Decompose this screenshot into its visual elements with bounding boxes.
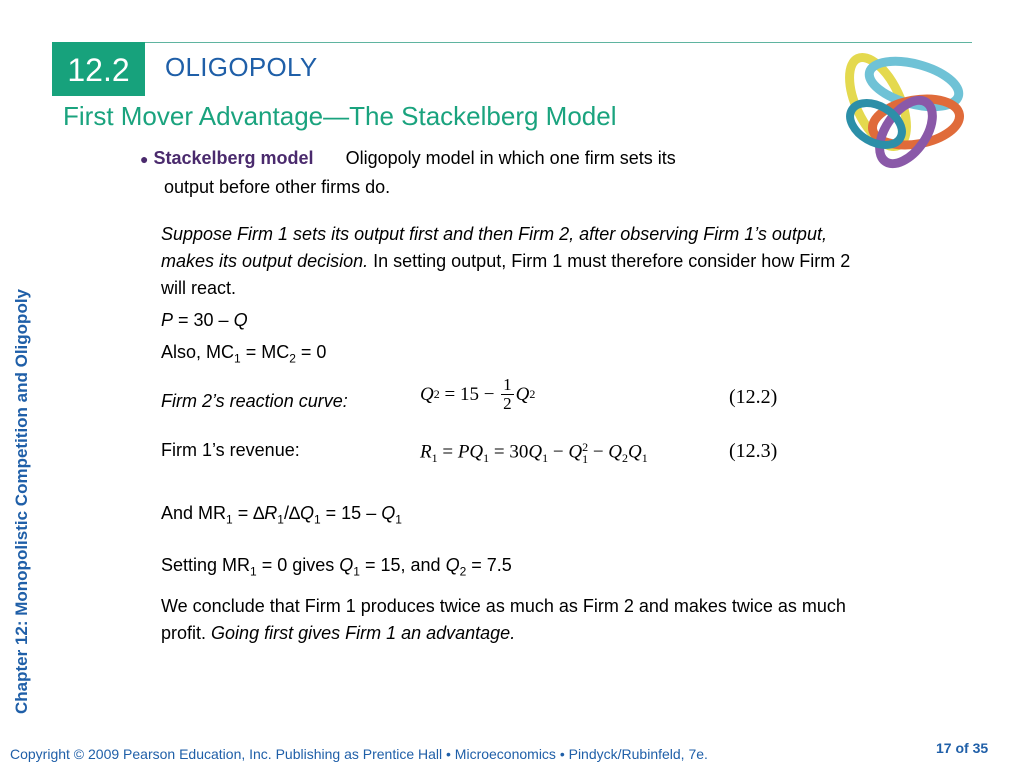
set-end: = 7.5 [466, 555, 512, 575]
mc-mid: = MC [240, 342, 290, 362]
reaction-curve-label: Firm 2’s reaction curve: [161, 391, 348, 411]
mr-prefix: And MR [161, 503, 227, 523]
mr-r-sub: 1 [277, 512, 284, 527]
eq-mid: = 15 − [439, 383, 500, 405]
set-prefix: Setting MR [161, 555, 251, 575]
rev-r: R [420, 441, 432, 463]
copyright-footer: Copyright © 2009 Pearson Education, Inc. Publishing as Prentice Hall • Microeconomics • Pindyck/Rubinfeld, 7e. [10, 746, 708, 762]
solution-line [161, 552, 512, 586]
mr-q2: Q [381, 503, 396, 523]
reaction-curve-equation [420, 376, 535, 413]
set-q1-sub: 1 [353, 564, 360, 579]
rev-q3: Q [628, 441, 642, 463]
rev-eq2: = 30 [489, 441, 529, 463]
rev-q1: Q [528, 441, 543, 463]
rev-q1b-sub: 1 [582, 452, 589, 466]
demand-equation [161, 307, 248, 334]
mc-sub2: 2 [289, 351, 296, 366]
equation-number-12-3: (12.3) [729, 440, 778, 462]
chapter-side-label: Chapter 12: Monopolistic Competition and Oligopoly [12, 289, 31, 714]
slide-title: First Mover Advantage—The Stackelberg Model [63, 101, 617, 131]
set-q1: Q [339, 555, 354, 575]
mc-sub1: 1 [234, 351, 241, 366]
set-mid1: = 0 gives [256, 555, 340, 575]
rev-q3-sub: 1 [641, 451, 648, 466]
mr-q2-sub: 1 [395, 512, 402, 527]
rev-q2: Q [608, 441, 623, 463]
mr-slash: /∆ [283, 503, 300, 523]
equation-number-12-2: (12.2) [729, 386, 778, 408]
mr-r: R [264, 503, 278, 523]
mc-end: = 0 [295, 342, 327, 362]
set-mid2: = 15, and [359, 555, 446, 575]
section-title: OLIGOPOLY [165, 52, 318, 82]
marginal-revenue-line [161, 500, 402, 534]
fraction-numerator: 1 [503, 375, 512, 394]
mr-q: Q [299, 503, 314, 523]
definition-text-line1: Oligopoly model in which one firm sets its [345, 148, 676, 168]
definition-term: Stackelberg model [153, 148, 314, 168]
symbol-p: P [161, 310, 174, 330]
mr-sub1: 1 [226, 512, 233, 527]
mr-rest: = 15 – [320, 503, 382, 523]
conclusion-text: We conclude that Firm 1 produces twice as much as Firm 2 and makes twice as much profit. [161, 596, 846, 643]
rings-logo-icon [826, 44, 972, 172]
rev-pq: PQ [457, 441, 484, 463]
rev-pq-sub: 1 [483, 451, 490, 466]
page-number: 17 of 35 [936, 740, 989, 756]
definition-block [140, 145, 820, 173]
rev-q1b-sup: 2 [582, 440, 589, 454]
mr-q-sub: 1 [313, 512, 321, 527]
rev-eq1: = [437, 441, 458, 463]
demand-rest: = 30 – [173, 310, 234, 330]
rev-q2-sub: 2 [622, 451, 629, 466]
paragraph-assumption [161, 221, 861, 302]
mr-eq: = ∆ [232, 503, 265, 523]
rev-minus1: − [548, 441, 569, 463]
assumption-italic: Suppose Firm 1 sets its output first and then Firm 2, after observing Firm 1’s output, makes its output decision. [161, 224, 827, 271]
rev-q1b: Q [568, 441, 583, 463]
eq-q-rhs-sub: 2 [529, 387, 536, 401]
set-q2-sub: 2 [459, 564, 467, 579]
definition-text-line2: output before other firms do. [164, 177, 391, 197]
section-number-badge: 12.2 [52, 42, 145, 96]
rev-minus2: − [588, 441, 609, 463]
bullet-icon: ● [140, 151, 149, 167]
header-rule [52, 42, 972, 43]
mc-prefix: Also, MC [161, 342, 235, 362]
symbol-q: Q [233, 310, 248, 330]
conclusion-italic: Going first gives Firm 1 an advantage. [211, 623, 516, 643]
revenue-label: Firm 1’s revenue: [161, 440, 300, 460]
set-sub1: 1 [250, 564, 257, 579]
rev-q1-sub: 1 [542, 451, 549, 466]
fraction-denominator: 2 [503, 394, 512, 413]
marginal-cost-line [161, 339, 326, 373]
revenue-equation [420, 441, 648, 466]
eq-q: Q [420, 383, 434, 405]
eq-q-sub: 2 [433, 387, 440, 401]
set-q2: Q [445, 555, 460, 575]
fraction-half [501, 376, 514, 413]
eq-q-rhs: Q [515, 383, 530, 405]
conclusion-paragraph [161, 593, 851, 647]
assumption-rest: In setting output, Firm 1 must therefore consider how Firm 2 will react. [161, 251, 851, 298]
rev-r-sub: 1 [431, 451, 438, 466]
